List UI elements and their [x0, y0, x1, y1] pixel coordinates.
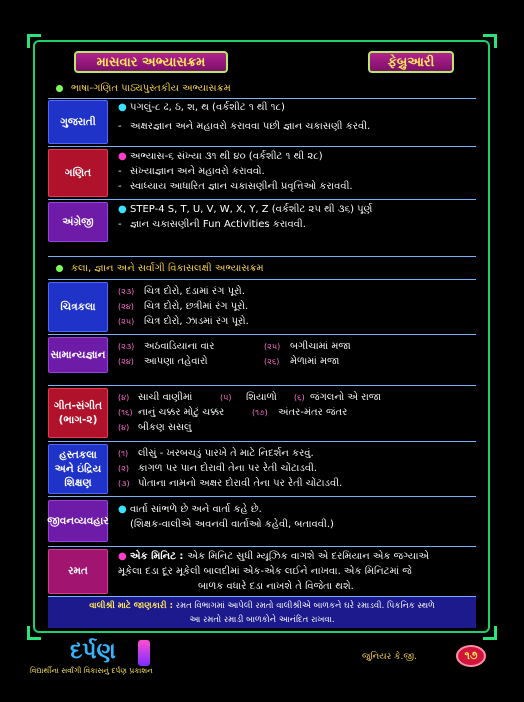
subject-label: ગીત-સંગીત (ભાગ-૨)	[48, 388, 108, 438]
divider	[48, 199, 476, 200]
list-item: મૂકેલા દડા દૂર મૂકેલી બાલદીમાં એક-એક લઈને નાખવા. એક મિનિટમાં જે	[118, 566, 412, 577]
subject-label: હસ્તકલા અને ઇંદ્રિય શિક્ષણ	[48, 444, 108, 494]
pen-icon	[138, 640, 150, 666]
list-item: (૨) કાગળ પર પાન દોરાવી તેના પર રેતી ચોંટાડવી.	[118, 463, 318, 474]
list-item: (શિક્ષક-વાલીએ અવનવી વાર્તાઓ કહેવી, બતાવવી.)	[130, 519, 334, 530]
brand-tagline: વિદ્યાર્થીના સર્વાંગી વિકાસનું દર્પણ પ્રકાશન	[30, 666, 153, 675]
list-item: (૨૩) અઠવાડિયાના વાર (૨૫) બગીચામાં મજા	[118, 341, 351, 352]
dash-icon: -	[118, 121, 122, 132]
subject-label: ચિત્રકલા	[48, 282, 108, 332]
frame-corner-decoration	[483, 34, 497, 48]
list-item: (૨૪) આપણા તહેવારો (૨૬) મેળામાં મજા	[118, 356, 340, 367]
brand-name: દર્પણ	[70, 638, 116, 664]
list-item: (૨૫) ચિત્ર દોરો, ઝાડમાં રંગ પૂરો.	[118, 316, 249, 327]
list-item: ● વાર્તા સાંભળે છે અને વાર્તા કહે છે.	[118, 504, 262, 515]
list-item: - જ્ઞાન ચકાસણીની Fun Activities કરાવવી.	[118, 219, 306, 230]
parent-note: વાલીશ્રી માટે જાણકારી : રમત વિભાગમાં આપેલી રમતો વાલીશ્રીએ બાળકને ઘરે રમાડવી. પિકનિક સ્થળે આ રમતો રમાડી બાળકોને આનંદિત રાખવા.	[48, 596, 476, 628]
divider	[48, 146, 476, 147]
divider	[48, 546, 476, 547]
subject-row-english	[48, 202, 476, 242]
subject-label: ગુજરાતી	[48, 100, 108, 144]
divider	[48, 98, 476, 99]
divider	[48, 256, 476, 257]
subject-row-ramat	[48, 549, 476, 594]
list-item: ● પગલું-૮ ઢ, ઠ, શ, થ (વર્કશીટ ૧ થી ૧૮)	[118, 102, 285, 113]
list-item: (૧૬) નાનું ચક્કર મોટું ચક્કર (૧૭) અંતર-મંતર જંતર	[118, 407, 348, 418]
subject-row-hastkala	[48, 444, 476, 494]
dash-icon: -	[118, 181, 122, 192]
bullet-icon	[56, 265, 63, 272]
subject-row-geet	[48, 388, 476, 438]
divider	[48, 279, 476, 280]
list-item: ● STEP-4 S, T, U, V, W, X, Y, Z (વર્કશીટ ૨૫ થી ૩૬) પૂર્ણ	[118, 204, 373, 215]
bullet-icon: ●	[118, 102, 127, 113]
list-item: ● અભ્યાસ-૬ સંખ્યા ૩૧ થી ૪૦ (વર્કશીટ ૧ થી ૨૮)	[118, 151, 323, 162]
subject-label: સામાન્યજ્ઞાન	[48, 337, 108, 373]
list-item: બાળક વધારે દડા નાખશે તે વિજેતા થશે.	[198, 581, 354, 592]
subject-row-samanya	[48, 337, 476, 373]
subject-row-gujarati	[48, 100, 476, 144]
list-item: ● એક મિનિટ : એક મિનિટ સુધી મ્યૂઝિક વાગશે એ દરમિયાન એક જગ્યાએ	[118, 551, 430, 562]
list-item: - સંખ્યાજ્ઞાન અને મહાવરો કરાવવો.	[118, 166, 265, 177]
section-heading-text: કલા, જ્ઞાન અને સર્વાંગી વિકાસલક્ષી અભ્યાસક્રમ	[71, 262, 264, 274]
subject-row-jivan	[48, 500, 476, 542]
frame-corner-decoration	[27, 34, 41, 48]
subject-row-ganit	[48, 149, 476, 197]
list-item: (૧) લીસું - ખરબચડું પારખે તે માટે નિદર્શન કરવું.	[118, 448, 314, 459]
list-item: (૨૪) ચિત્ર દોરો, છત્રીમાં રંગ પૂરો.	[118, 301, 249, 312]
page-title: માસવાર અભ્યાસક્રમ	[74, 51, 228, 73]
list-item: (૨૩) ચિત્ર દોરો, દડામાં રંગ પૂરો.	[118, 286, 245, 297]
month-badge: ફેબ્રુઆરી	[368, 51, 454, 73]
list-item: (૪) સાચી વાણીમાં (૫) શિયાળો (૬) જંગલનો એ રાજા	[118, 392, 382, 403]
bullet-icon: ●	[118, 151, 127, 162]
class-label: જુનિયર કે.જી.	[362, 652, 417, 662]
subject-label: જીવનવ્યવહાર	[48, 500, 108, 542]
bullet-icon: ●	[118, 551, 127, 562]
list-item: - સ્વાધ્યાય આધારિત જ્ઞાન ચકાસણીની પ્રવૃત્તિઓ કરાવવી.	[118, 181, 353, 192]
section-heading-text: ભાષા-ગણિત પાઠ્યપુસ્તકીય અભ્યાસક્રમ	[71, 82, 231, 94]
dash-icon: -	[118, 219, 122, 230]
dash-icon: -	[118, 166, 122, 177]
list-item: (૩) પોતાના નામનો અક્ષર દોરાવી તેના પર રેતી ચોંટાડવી.	[118, 478, 343, 489]
section-heading-language-math	[48, 78, 476, 98]
subject-label: રમત	[48, 549, 108, 594]
brand-logo	[30, 638, 210, 682]
subject-label: અંગ્રેજી	[48, 202, 108, 242]
subject-label: ગણિત	[48, 149, 108, 197]
list-item: - અક્ષરજ્ઞાન અને મહાવરો કરાવવા પછી જ્ઞાન ચકાસણી કરવી.	[118, 121, 371, 132]
list-item: (૪) બીકણ સસલું	[118, 422, 192, 433]
divider	[48, 334, 476, 335]
divider	[48, 441, 476, 442]
divider	[48, 496, 476, 497]
frame-corner-decoration	[483, 626, 497, 640]
bullet-icon	[56, 85, 63, 92]
bullet-icon: ●	[118, 204, 127, 215]
bullet-icon: ●	[118, 504, 127, 515]
subject-row-chitrakala	[48, 282, 476, 332]
section-heading-arts	[48, 258, 476, 278]
divider	[48, 385, 476, 386]
page-number: ૧૭	[456, 645, 486, 667]
